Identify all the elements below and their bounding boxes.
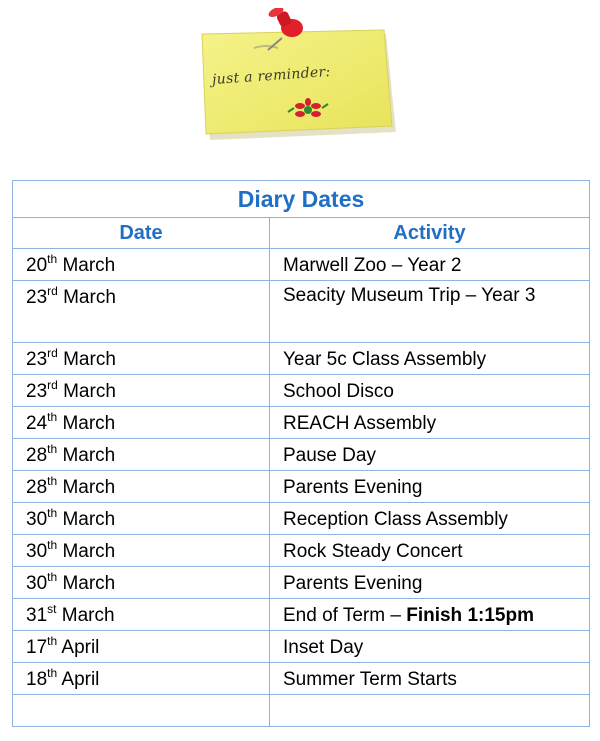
empty-table-row [13, 695, 590, 727]
activity-column-header: Activity [270, 218, 590, 249]
date-cell: 20th March [13, 249, 270, 281]
activity-cell: School Disco [270, 375, 590, 407]
date-cell: 28th March [13, 439, 270, 471]
date-cell: 28th March [13, 471, 270, 503]
table-title: Diary Dates [13, 181, 590, 218]
activity-cell: REACH Assembly [270, 407, 590, 439]
activity-cell: Seacity Museum Trip – Year 3 [270, 281, 590, 343]
date-cell: 31st March [13, 599, 270, 631]
activity-cell: Rock Steady Concert [270, 535, 590, 567]
table-row [13, 281, 590, 343]
table-row [13, 343, 590, 375]
table-row [13, 249, 590, 281]
activity-cell: End of Term – Finish 1:15pm [270, 599, 590, 631]
date-cell: 17th April [13, 631, 270, 663]
date-cell: 23rd March [13, 343, 270, 375]
reminder-note-image [196, 8, 402, 142]
date-cell: 30th March [13, 535, 270, 567]
activity-cell: Reception Class Assembly [270, 503, 590, 535]
date-cell: 23rd March [13, 375, 270, 407]
date-column-header: Date [13, 218, 270, 249]
activity-cell: Pause Day [270, 439, 590, 471]
table-row [13, 631, 590, 663]
note-text: just a reminder: [211, 63, 332, 89]
table-row [13, 663, 590, 695]
diary-dates-table [12, 180, 590, 727]
date-cell: 24th March [13, 407, 270, 439]
empty-date-cell [13, 695, 270, 727]
table-row [13, 407, 590, 439]
table-row [13, 503, 590, 535]
date-cell: 30th March [13, 567, 270, 599]
table-row [13, 535, 590, 567]
table-row [13, 599, 590, 631]
date-cell: 23rd March [13, 281, 270, 343]
activity-cell: Marwell Zoo – Year 2 [270, 249, 590, 281]
activity-cell: Inset Day [270, 631, 590, 663]
table-row [13, 567, 590, 599]
activity-cell: Year 5c Class Assembly [270, 343, 590, 375]
table-row [13, 439, 590, 471]
activity-cell: Parents Evening [270, 567, 590, 599]
empty-activity-cell [270, 695, 590, 727]
activity-cell: Summer Term Starts [270, 663, 590, 695]
date-cell: 18th April [13, 663, 270, 695]
activity-cell: Parents Evening [270, 471, 590, 503]
date-cell: 30th March [13, 503, 270, 535]
table-row [13, 375, 590, 407]
table-row [13, 471, 590, 503]
